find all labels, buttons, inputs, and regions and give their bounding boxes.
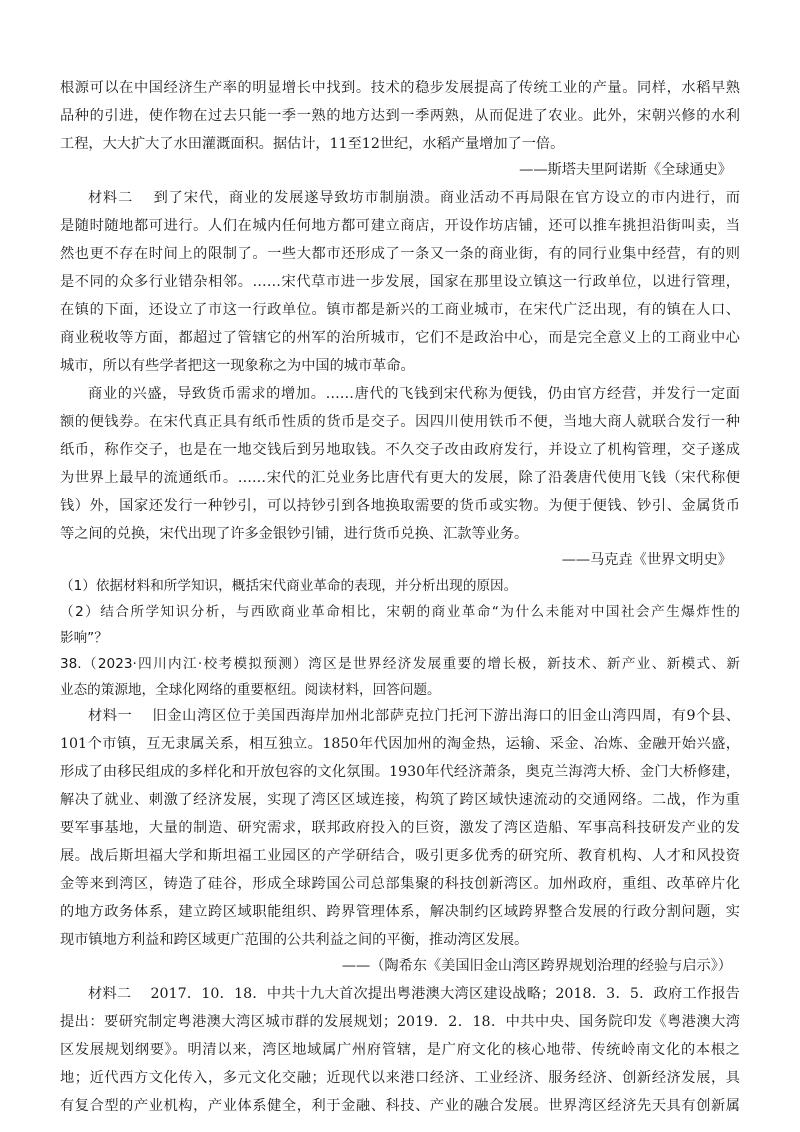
text-line: 业态的策源地，全球化网络的重要枢纽。阅读材料，回答问题。 <box>60 682 441 698</box>
text-line: 金等来到湾区，铸造了硅谷，形成全球跨国公司总部集聚的科技创新湾区。加州政府，重组、改革碎片化 <box>60 876 740 892</box>
text-line: 要军事基地，大量的制造、研究需求，联邦政府投入的巨资，激发了湾区造船、军事高科技研发产业的发 <box>60 820 740 836</box>
text-line: 提出：要研究制定粤港澳大湾区城市群的发展规划；2019．2．18．中共中央、国务院印发《粤港澳大湾 <box>60 1014 740 1030</box>
text-line: 影响”？ <box>60 630 108 646</box>
text-line: 为世界上最早的流通纸币。……宋代的汇兑业务比唐代有更大的发展，除了沿袭唐代使用飞钱（宋代称便 <box>60 470 740 486</box>
text-line: 101个市镇，互无隶属关系，相互独立。1850年代因加州的淘金热，运输、采金、冶炼、金融开始兴盛， <box>60 736 740 752</box>
text-line: 的地方政务体系，建立跨区域职能组织、跨界管理体系，解决制约区域跨界整合发展的行政分割问题，实 <box>60 904 740 920</box>
text-line: 额的便钱券。在宋代真正具有纸币性质的货币是交子。因四川使用铁币不便，当地大商人就联合发行一种 <box>60 414 740 430</box>
text-line: 现市镇地方利益和跨区域更广范围的公共利益之间的平衡，推动湾区发展。 <box>60 932 529 948</box>
text-line: 纸币，称作交子，也是在一地交钱后到另地取钱。不久交子改由政府发行，并设立了机构管理，交子遂成 <box>60 442 740 458</box>
text-line: 根源可以在中国经济生产率的明显增长中找到。技术的稳步发展提高了传统工业的产量。同样，水稻早熟 <box>60 80 740 96</box>
text-line: （2）结合所学知识分析，与西欧商业革命相比，宋朝的商业革命“为什么未能对中国社会产生爆炸性的 <box>60 604 740 620</box>
text-line: ——斯塔夫里阿诺斯《全球通史》 <box>519 162 732 178</box>
text-line: ——（陶希东《美国旧金山湾区跨界规划治理的经验与启示》） <box>341 958 732 974</box>
text-line: 品种的引进，使作物在过去只能一季一熟的地方达到一季两熟，从而促进了农业。此外，宋朝兴修的水利 <box>60 108 740 124</box>
text-line: 在镇的下面，还设立了市这一行政单位。镇市都是新兴的工商业城市，在宋代广泛出现，有的镇在人口、 <box>60 302 740 318</box>
text-line: 材料一 旧金山湾区位于美国西海岸加州北部萨克拉门托河下游出海口的旧金山湾四周，有9个县、 <box>88 708 740 724</box>
text-line: 商业的兴盛，导致货币需求的增加。……唐代的飞钱到宋代称为便钱，仍由官方经营，并发行一定面 <box>88 386 740 402</box>
text-line: （1）依据材料和所学知识，概括宋代商业革命的表现，并分析出现的原因。 <box>60 578 518 594</box>
text-line: 商业税收等方面，都超过了管辖它的州军的治所城市，它们不是政治中心，而是完全意义上的工商业中心 <box>60 330 740 346</box>
text-line: 形成了由移民组成的多样化和开放包容的文化氛围。1930年代经济萧条，奥克兰海湾大桥、金门大桥修建， <box>60 764 740 780</box>
text-line: 38.（2023·四川内江·校考模拟预测）湾区是世界经济发展重要的增长极，新技术、新产业、新模式、新 <box>60 656 740 672</box>
text-line: ——马克垚《世界文明史》 <box>561 552 732 568</box>
text-line: 然也更不存在时间上的限制了。一些大都市还形成了一条又一条的商业街，有的同行业集中经营，有的则 <box>60 246 740 262</box>
text-line: 是不同的众多行业错杂相邻。……宋代草市进一步发展，国家在那里设立镇这一行政单位，以进行管理， <box>60 274 740 290</box>
text-line: 材料二 到了宋代，商业的发展遂导致坊市制崩溃。商业活动不再局限在官方设立的市内进行，而 <box>88 190 740 206</box>
text-line: 材料二 2017．10．18．中共十九大首次提出粤港澳大湾区建设战略；2018．3．5．政府工作报告 <box>88 986 740 1002</box>
text-line: 钱）外，国家还发行一种钞引，可以持钞引到各地换取需要的货币或实物。为便于便钱、钞引、金属货币 <box>60 498 740 514</box>
text-line: 展。战后斯坦福大学和斯坦福工业园区的产学研结合，吸引更多优秀的研究所、教育机构、人才和风投资 <box>60 848 740 864</box>
text-line: 城市，所以有些学者把这一现象称之为中国的城市革命。 <box>60 358 415 374</box>
text-line: 解决了就业、刺激了经济发展，实现了湾区区域连接，构筑了跨区域快速流动的交通网络。二战，作为重 <box>60 792 740 808</box>
text-line: 地；近代西方文化传入，多元文化交融；近现代以来港口经济、工业经济、服务经济、创新经济发展，具 <box>60 1070 740 1086</box>
text-line: 有复合型的产业机构，产业体系健全，利于金融、科技、产业的融合发展。世界湾区经济先天具有创新属 <box>60 1098 740 1114</box>
text-line: 是随时随地都可进行。人们在城内任何地方都可建立商店，开设作坊店铺，还可以推车挑担沿街叫卖，当 <box>60 218 740 234</box>
text-line: 工程，大大扩大了水田灌溉面积。据估计，11至12世纪，水稻产量增加了一倍。 <box>60 136 565 152</box>
text-line: 区发展规划纲要》。明清以来，湾区地域属广州府管辖，是广府文化的核心地带、传统岭南文化的本根之 <box>60 1042 740 1058</box>
text-line: 等之间的兑换，宋代出现了许多金银钞引铺，进行货币兑换、汇款等业务。 <box>60 526 529 542</box>
